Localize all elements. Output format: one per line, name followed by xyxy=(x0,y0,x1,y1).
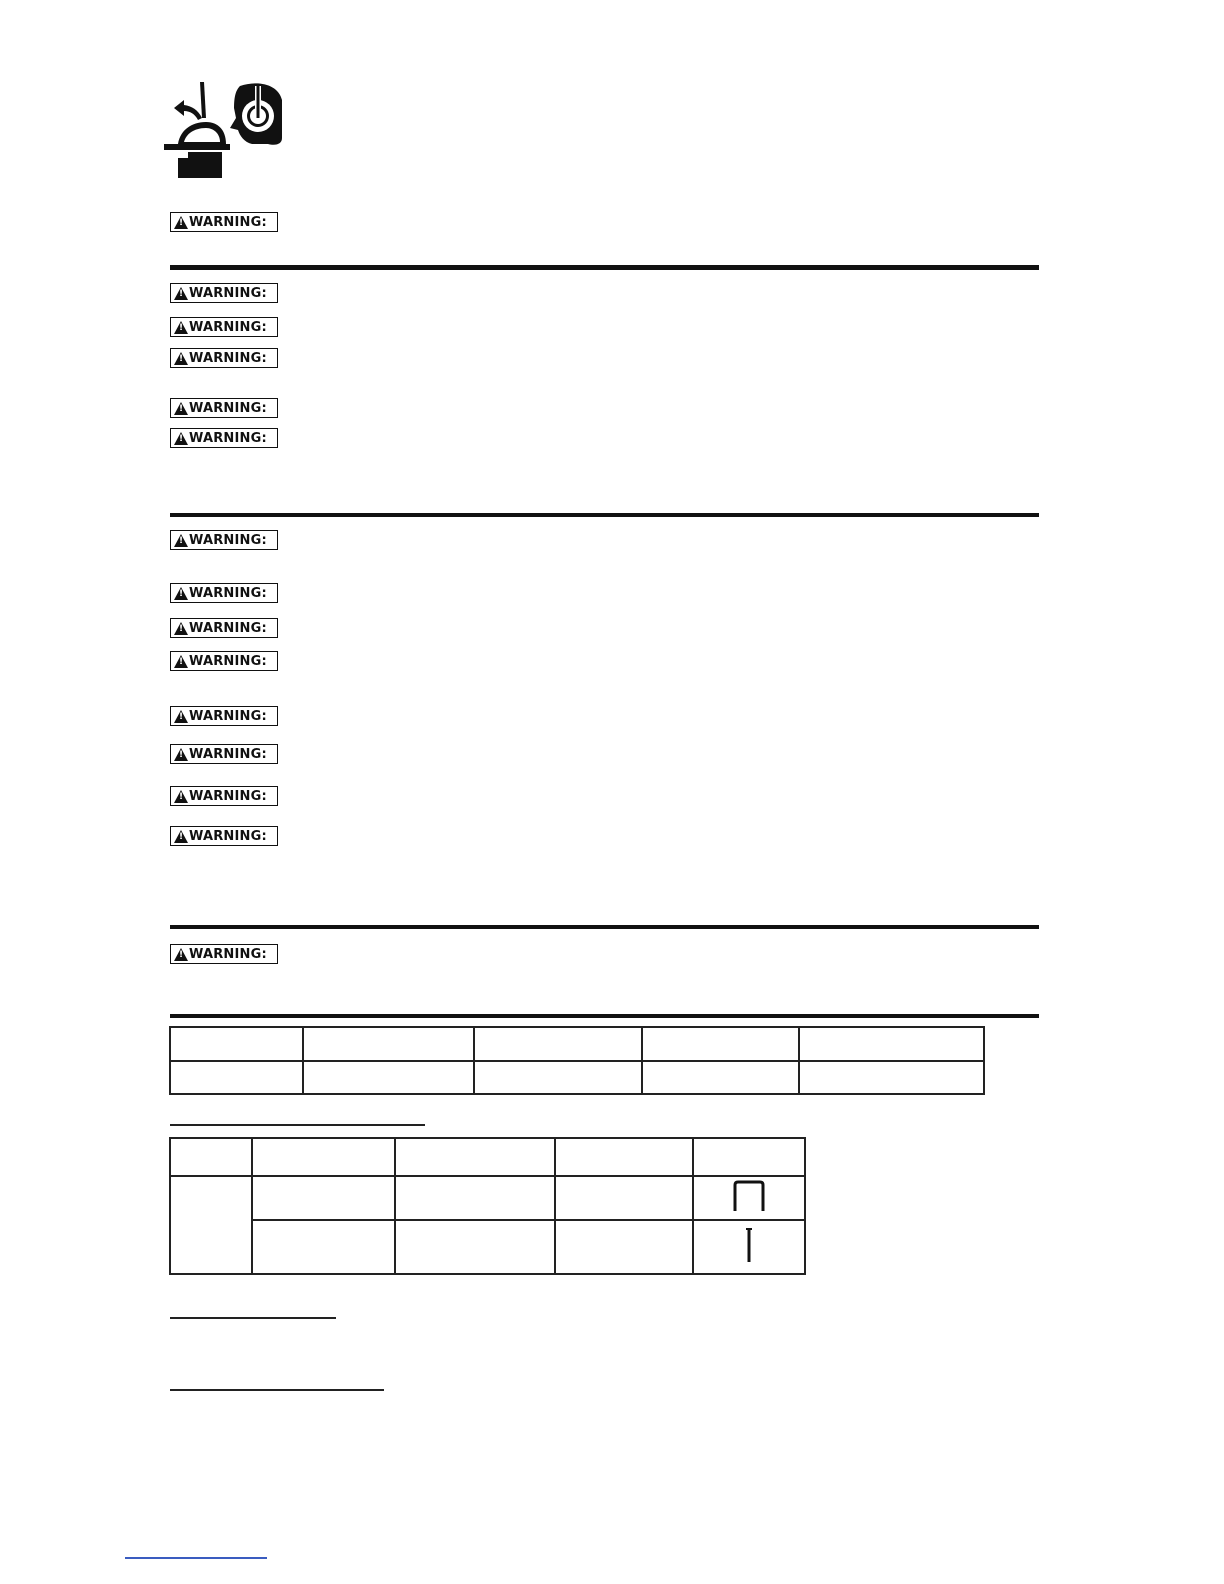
warning-triangle-icon xyxy=(174,948,188,961)
warning-badge xyxy=(170,618,278,638)
brad-nail-icon xyxy=(744,1227,754,1263)
warning-triangle-icon xyxy=(174,287,188,300)
table-cell xyxy=(170,1027,303,1061)
warning-badge xyxy=(170,651,278,671)
warning-label: WARNING: xyxy=(189,350,267,366)
warning-badge xyxy=(170,283,278,303)
warning-label: WARNING: xyxy=(189,620,267,636)
table-cell xyxy=(303,1027,474,1061)
warning-label: WARNING: xyxy=(189,285,267,301)
warning-badge xyxy=(170,212,278,232)
warning-label: WARNING: xyxy=(189,946,267,962)
warning-label: WARNING: xyxy=(189,400,267,416)
table-row xyxy=(170,1220,805,1274)
warning-triangle-icon xyxy=(174,748,188,761)
warning-badge xyxy=(170,944,278,964)
section-heading-underline xyxy=(170,1389,384,1391)
hard-hat-ear-protection-icon xyxy=(160,78,286,182)
table-row xyxy=(170,1027,984,1061)
warning-label: WARNING: xyxy=(189,430,267,446)
warning-badge xyxy=(170,786,278,806)
table-cell xyxy=(693,1138,805,1176)
table-cell xyxy=(555,1176,693,1220)
table-cell xyxy=(170,1061,303,1095)
table-cell xyxy=(252,1138,394,1176)
table-row xyxy=(170,1176,805,1220)
table-cell xyxy=(555,1138,693,1176)
table-cell xyxy=(252,1220,394,1274)
warning-label: WARNING: xyxy=(189,585,267,601)
warning-badge xyxy=(170,530,278,550)
warning-label: WARNING: xyxy=(189,532,267,548)
warning-label: WARNING: xyxy=(189,828,267,844)
section-divider xyxy=(170,513,1039,517)
fastener-table xyxy=(169,1137,806,1275)
warning-triangle-icon xyxy=(174,321,188,334)
warning-label: WARNING: xyxy=(189,746,267,762)
warning-triangle-icon xyxy=(174,352,188,365)
table-cell xyxy=(474,1027,642,1061)
warning-label: WARNING: xyxy=(189,708,267,724)
warning-badge xyxy=(170,583,278,603)
section-heading-underline xyxy=(170,1317,336,1319)
crown-staple-icon xyxy=(731,1179,767,1213)
warning-triangle-icon xyxy=(174,402,188,415)
warning-badge xyxy=(170,398,278,418)
warning-badge xyxy=(170,744,278,764)
warning-triangle-icon xyxy=(174,622,188,635)
section-divider xyxy=(170,1014,1039,1018)
footer-link-underline[interactable] xyxy=(125,1557,267,1559)
warning-badge xyxy=(170,428,278,448)
section-divider xyxy=(170,265,1039,270)
warning-label: WARNING: xyxy=(189,788,267,804)
table-cell xyxy=(395,1176,556,1220)
warning-triangle-icon xyxy=(174,830,188,843)
warning-triangle-icon xyxy=(174,534,188,547)
warning-label: WARNING: xyxy=(189,653,267,669)
table-cell xyxy=(642,1061,798,1095)
table-cell xyxy=(693,1220,805,1274)
section-divider xyxy=(170,925,1039,929)
table-cell xyxy=(555,1220,693,1274)
table-row xyxy=(170,1061,984,1095)
warning-label: WARNING: xyxy=(189,214,267,230)
table-cell xyxy=(799,1061,984,1095)
warning-triangle-icon xyxy=(174,216,188,229)
table-cell xyxy=(474,1061,642,1095)
warning-triangle-icon xyxy=(174,655,188,668)
specifications-table xyxy=(169,1026,985,1095)
table-cell xyxy=(252,1176,394,1220)
warning-triangle-icon xyxy=(174,790,188,803)
table-cell xyxy=(642,1027,798,1061)
warning-label: WARNING: xyxy=(189,319,267,335)
table-cell xyxy=(303,1061,474,1095)
section-heading-underline xyxy=(170,1124,425,1126)
warning-triangle-icon xyxy=(174,587,188,600)
warning-triangle-icon xyxy=(174,710,188,723)
warning-triangle-icon xyxy=(174,432,188,445)
table-cell xyxy=(799,1027,984,1061)
table-row xyxy=(170,1138,805,1176)
table-cell xyxy=(395,1138,556,1176)
table-cell xyxy=(170,1176,252,1274)
warning-badge xyxy=(170,348,278,368)
warning-badge xyxy=(170,826,278,846)
table-cell xyxy=(170,1138,252,1176)
warning-badge xyxy=(170,706,278,726)
warning-badge xyxy=(170,317,278,337)
table-cell xyxy=(693,1176,805,1220)
table-cell xyxy=(395,1220,556,1274)
